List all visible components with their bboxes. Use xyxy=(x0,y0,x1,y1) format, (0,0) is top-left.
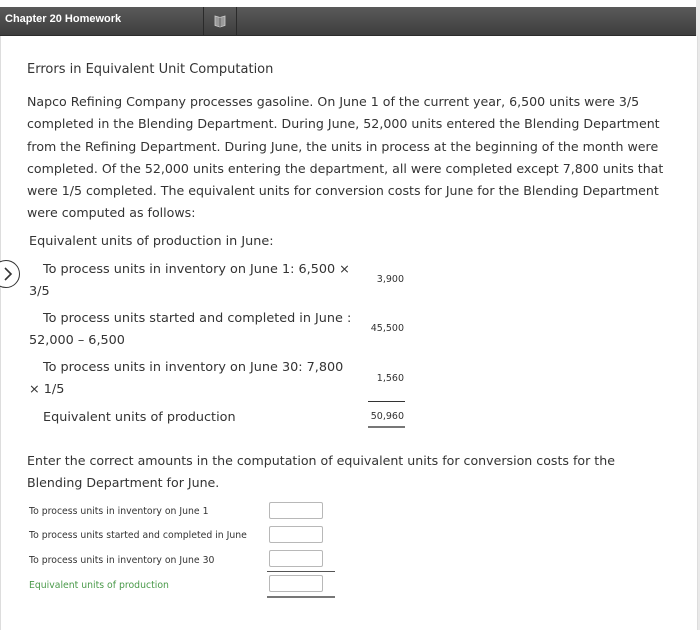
answer-input-june1[interactable] xyxy=(269,502,323,519)
title-bar xyxy=(0,7,696,36)
answer-input-started-completed[interactable] xyxy=(269,526,323,543)
answer-row-label: To process units in inventory on June 30 xyxy=(29,555,215,566)
title-divider xyxy=(236,7,237,35)
computation-header: Equivalent units of production in June: xyxy=(29,234,274,249)
answer-row-label: To process units in inventory on June 1 xyxy=(29,506,209,517)
answer-total-rule xyxy=(267,596,335,598)
answer-total-label: Equivalent units of production xyxy=(29,580,169,591)
subtotal-rule xyxy=(368,401,405,402)
computation-row-label: To process units in inventory on June 30: 7,800 xyxy=(43,360,344,375)
window-title: Chapter 20 Homework xyxy=(5,13,122,25)
computation-row-label: 3/5 xyxy=(29,284,50,299)
computation-row-value: 45,500 xyxy=(370,323,404,334)
instructions-text: Enter the correct amounts in the computation of equivalent units for conversion costs for the Blending Department for June. xyxy=(27,453,615,491)
computation-row-label: To process units in inventory on June 1: 6,500 × xyxy=(43,262,350,277)
computation-row-label: 52,000 – 6,500 xyxy=(29,333,125,348)
chevron-right-icon[interactable] xyxy=(0,260,20,288)
computation-row-value: 1,560 xyxy=(376,373,404,384)
answer-input-june30[interactable] xyxy=(269,550,323,567)
answer-subtotal-rule xyxy=(267,571,335,572)
answer-row-label: To process units started and completed in June xyxy=(29,530,247,541)
computation-row-value: 3,900 xyxy=(376,274,404,285)
total-double-rule xyxy=(368,426,405,428)
answer-input-total[interactable] xyxy=(269,575,323,592)
title-divider xyxy=(203,7,204,35)
problem-heading: Errors in Equivalent Unit Computation xyxy=(27,62,274,77)
computation-total-label: Equivalent units of production xyxy=(43,410,236,425)
book-icon[interactable] xyxy=(213,14,227,28)
computation-total-value: 50,960 xyxy=(370,411,404,422)
computation-row-label: × 1/5 xyxy=(29,382,65,397)
computation-row-label: To process units started and completed in June : xyxy=(43,311,352,326)
problem-paragraph: Napco Refining Company processes gasoline. On June 1 of the current year, 6,500 units were 3/5 completed in the Blending Department. During June, 52,000 units entered the Blending Department from the Refining Department. During June, the units in process at the beginning of the month were completed. Of the 52,000 units entering the department, all were completed except 7,800 units that were 1/5 completed. The equivalent units for conversion costs for June for the Blending Department were computed as follows: xyxy=(27,94,664,221)
question-content xyxy=(0,36,698,630)
